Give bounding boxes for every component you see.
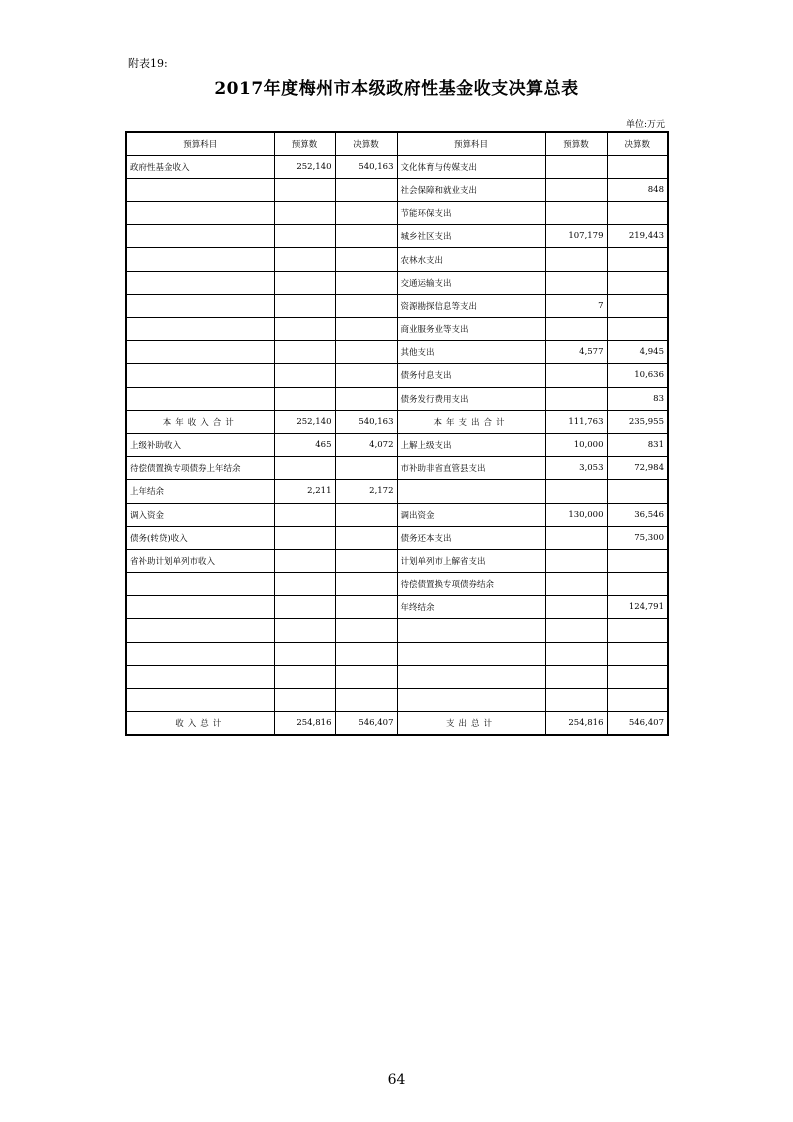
appendix-label: 附表19: <box>128 57 168 70</box>
expense-final-cell <box>607 480 668 503</box>
expense-item-cell <box>397 689 545 712</box>
expense-budget-cell <box>545 318 607 341</box>
expense-item-cell: 上解上级支出 <box>397 433 545 456</box>
income-budget-cell <box>274 341 335 364</box>
expense-budget-cell <box>545 549 607 572</box>
income-budget-cell <box>274 202 335 225</box>
table-row <box>126 433 668 456</box>
income-item-cell <box>126 341 274 364</box>
expense-budget-cell <box>545 619 607 642</box>
expense-final-cell: 4,945 <box>607 341 668 364</box>
income-final-cell <box>335 596 397 619</box>
income-budget-cell <box>274 526 335 549</box>
expense-final-cell: 235,955 <box>607 410 668 433</box>
expense-budget-cell <box>545 689 607 712</box>
expense-item-cell <box>397 642 545 665</box>
income-final-cell: 540,163 <box>335 155 397 178</box>
expense-item-cell: 节能环保支出 <box>397 202 545 225</box>
table-row <box>126 619 668 642</box>
expense-item-cell <box>397 665 545 688</box>
income-budget-cell <box>274 364 335 387</box>
expense-final-cell: 124,791 <box>607 596 668 619</box>
expense-budget-cell: 4,577 <box>545 341 607 364</box>
expense-final-cell: 546,407 <box>607 712 668 735</box>
income-final-cell <box>335 294 397 317</box>
income-budget-cell <box>274 248 335 271</box>
income-final-cell <box>335 526 397 549</box>
income-final-cell <box>335 387 397 410</box>
table-row <box>126 225 668 248</box>
column-header: 决算数 <box>607 132 668 155</box>
expense-budget-cell <box>545 480 607 503</box>
expense-item-cell: 农林水支出 <box>397 248 545 271</box>
table-row <box>126 665 668 688</box>
expense-item-cell: 调出资金 <box>397 503 545 526</box>
income-final-cell <box>335 341 397 364</box>
income-budget-cell <box>274 573 335 596</box>
column-header: 预算科目 <box>126 132 274 155</box>
expense-item-cell: 文化体育与传媒支出 <box>397 155 545 178</box>
income-budget-cell: 465 <box>274 433 335 456</box>
expense-budget-cell <box>545 364 607 387</box>
expense-item-cell: 债务发行费用支出 <box>397 387 545 410</box>
expense-final-cell: 36,546 <box>607 503 668 526</box>
income-final-cell <box>335 364 397 387</box>
budget-table <box>125 131 669 736</box>
income-item-cell <box>126 248 274 271</box>
income-final-cell: 546,407 <box>335 712 397 735</box>
income-final-cell <box>335 318 397 341</box>
expense-item-cell: 本年支出合计 <box>397 410 545 433</box>
income-budget-cell <box>274 503 335 526</box>
expense-item-cell: 其他支出 <box>397 341 545 364</box>
table-row <box>126 480 668 503</box>
income-budget-cell: 254,816 <box>274 712 335 735</box>
table-total-row <box>126 712 668 735</box>
expense-budget-cell: 111,763 <box>545 410 607 433</box>
table-row <box>126 526 668 549</box>
expense-budget-cell: 254,816 <box>545 712 607 735</box>
income-final-cell <box>335 619 397 642</box>
income-item-cell <box>126 665 274 688</box>
income-final-cell <box>335 202 397 225</box>
table-row <box>126 596 668 619</box>
income-item-cell: 上级补助收入 <box>126 433 274 456</box>
table-row <box>126 341 668 364</box>
income-item-cell: 待偿债置换专项债券上年结余 <box>126 457 274 480</box>
page-number: 64 <box>387 1072 406 1088</box>
income-item-cell <box>126 619 274 642</box>
income-budget-cell <box>274 549 335 572</box>
income-budget-cell <box>274 318 335 341</box>
expense-item-cell <box>397 480 545 503</box>
expense-final-cell: 10,636 <box>607 364 668 387</box>
table-row <box>126 573 668 596</box>
income-item-cell <box>126 178 274 201</box>
expense-final-cell <box>607 619 668 642</box>
expense-item-cell: 支出总计 <box>397 712 545 735</box>
expense-budget-cell <box>545 642 607 665</box>
expense-item-cell: 交通运输支出 <box>397 271 545 294</box>
expense-budget-cell <box>545 526 607 549</box>
income-item-cell: 本年收入合计 <box>126 410 274 433</box>
column-header: 预算科目 <box>397 132 545 155</box>
unit-label: 单位:万元 <box>625 120 665 130</box>
income-final-cell <box>335 503 397 526</box>
expense-final-cell <box>607 549 668 572</box>
income-final-cell <box>335 549 397 572</box>
income-final-cell <box>335 689 397 712</box>
income-budget-cell: 2,211 <box>274 480 335 503</box>
income-item-cell: 政府性基金收入 <box>126 155 274 178</box>
table-row <box>126 155 668 178</box>
expense-item-cell: 城乡社区支出 <box>397 225 545 248</box>
table-body <box>126 155 668 735</box>
expense-item-cell: 市补助非省直管县支出 <box>397 457 545 480</box>
income-item-cell <box>126 573 274 596</box>
income-item-cell: 上年结余 <box>126 480 274 503</box>
income-item-cell <box>126 596 274 619</box>
expense-item-cell: 商业服务业等支出 <box>397 318 545 341</box>
income-budget-cell <box>274 689 335 712</box>
income-item-cell: 省补助计划单列市收入 <box>126 549 274 572</box>
expense-final-cell <box>607 294 668 317</box>
income-final-cell <box>335 573 397 596</box>
expense-item-cell: 债务还本支出 <box>397 526 545 549</box>
income-item-cell <box>126 225 274 248</box>
expense-final-cell <box>607 642 668 665</box>
column-header: 预算数 <box>274 132 335 155</box>
table-row <box>126 248 668 271</box>
expense-item-cell: 待偿债置换专项债券结余 <box>397 573 545 596</box>
expense-budget-cell: 7 <box>545 294 607 317</box>
income-final-cell <box>335 225 397 248</box>
expense-budget-cell <box>545 155 607 178</box>
income-final-cell <box>335 457 397 480</box>
expense-final-cell <box>607 689 668 712</box>
income-item-cell: 收入总计 <box>126 712 274 735</box>
expense-item-cell: 债务付息支出 <box>397 364 545 387</box>
expense-final-cell: 848 <box>607 178 668 201</box>
income-item-cell <box>126 689 274 712</box>
income-item-cell <box>126 364 274 387</box>
expense-final-cell <box>607 318 668 341</box>
expense-budget-cell: 107,179 <box>545 225 607 248</box>
income-item-cell <box>126 202 274 225</box>
income-final-cell <box>335 248 397 271</box>
income-budget-cell <box>274 387 335 410</box>
expense-item-cell <box>397 619 545 642</box>
page-title: 2017年度梅州市本级政府性基金收支决算总表 <box>214 79 579 99</box>
income-final-cell <box>335 642 397 665</box>
income-item-cell <box>126 271 274 294</box>
table-row <box>126 271 668 294</box>
income-budget-cell: 252,140 <box>274 410 335 433</box>
income-budget-cell: 252,140 <box>274 155 335 178</box>
expense-final-cell <box>607 271 668 294</box>
income-budget-cell <box>274 457 335 480</box>
expense-budget-cell: 10,000 <box>545 433 607 456</box>
table-row <box>126 387 668 410</box>
column-header: 决算数 <box>335 132 397 155</box>
income-final-cell <box>335 665 397 688</box>
expense-budget-cell <box>545 178 607 201</box>
income-item-cell <box>126 318 274 341</box>
table-header-row <box>126 132 668 155</box>
table-row <box>126 178 668 201</box>
income-budget-cell <box>274 271 335 294</box>
expense-budget-cell <box>545 248 607 271</box>
table-row <box>126 364 668 387</box>
expense-budget-cell: 3,053 <box>545 457 607 480</box>
income-item-cell <box>126 642 274 665</box>
expense-item-cell: 年终结余 <box>397 596 545 619</box>
expense-final-cell: 219,443 <box>607 225 668 248</box>
expense-budget-cell: 130,000 <box>545 503 607 526</box>
table-row <box>126 457 668 480</box>
income-final-cell <box>335 178 397 201</box>
income-final-cell: 2,172 <box>335 480 397 503</box>
income-item-cell: 调入资金 <box>126 503 274 526</box>
table-total-row <box>126 410 668 433</box>
expense-final-cell: 831 <box>607 433 668 456</box>
expense-final-cell <box>607 155 668 178</box>
expense-final-cell <box>607 665 668 688</box>
income-final-cell <box>335 271 397 294</box>
expense-budget-cell <box>545 573 607 596</box>
expense-final-cell: 75,300 <box>607 526 668 549</box>
income-item-cell <box>126 387 274 410</box>
income-budget-cell <box>274 225 335 248</box>
table-row <box>126 202 668 225</box>
table-row <box>126 294 668 317</box>
income-budget-cell <box>274 294 335 317</box>
expense-item-cell: 资源勘探信息等支出 <box>397 294 545 317</box>
table-row <box>126 642 668 665</box>
expense-budget-cell <box>545 202 607 225</box>
expense-budget-cell <box>545 387 607 410</box>
income-budget-cell <box>274 178 335 201</box>
column-header: 预算数 <box>545 132 607 155</box>
income-item-cell <box>126 294 274 317</box>
expense-final-cell <box>607 573 668 596</box>
income-final-cell: 540,163 <box>335 410 397 433</box>
income-item-cell: 债务(转贷)收入 <box>126 526 274 549</box>
expense-final-cell: 72,984 <box>607 457 668 480</box>
table-row <box>126 503 668 526</box>
income-budget-cell <box>274 642 335 665</box>
expense-budget-cell <box>545 596 607 619</box>
table-row <box>126 318 668 341</box>
expense-final-cell <box>607 248 668 271</box>
expense-item-cell: 计划单列市上解省支出 <box>397 549 545 572</box>
expense-item-cell: 社会保障和就业支出 <box>397 178 545 201</box>
expense-final-cell <box>607 202 668 225</box>
table-row <box>126 549 668 572</box>
expense-budget-cell <box>545 665 607 688</box>
income-budget-cell <box>274 665 335 688</box>
expense-final-cell: 83 <box>607 387 668 410</box>
income-budget-cell <box>274 596 335 619</box>
income-budget-cell <box>274 619 335 642</box>
table-row <box>126 689 668 712</box>
expense-budget-cell <box>545 271 607 294</box>
income-final-cell: 4,072 <box>335 433 397 456</box>
